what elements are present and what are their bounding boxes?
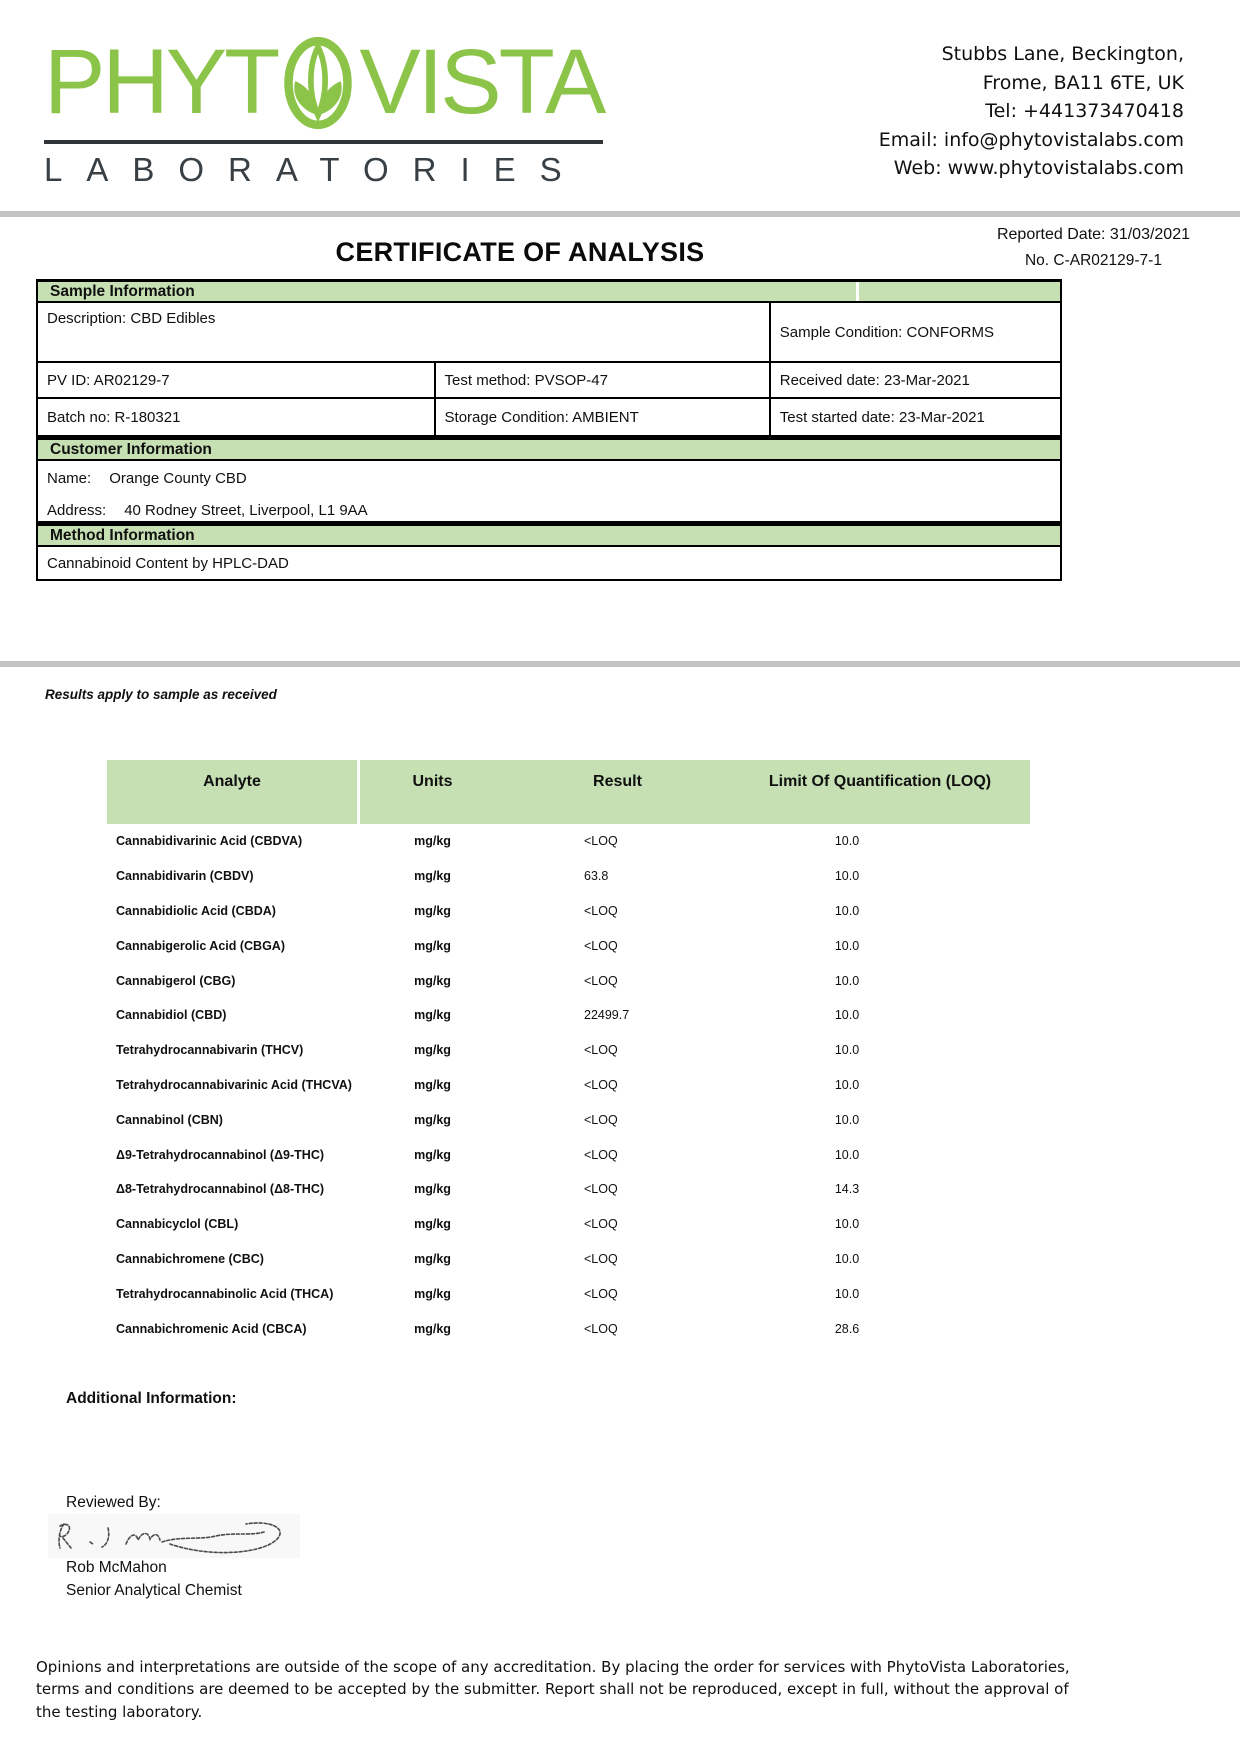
result-cell: <LOQ [584,1077,618,1092]
contact-address-line: Stubbs Lane, Beckington, [941,43,1184,65]
storage-condition-cell: Storage Condition: AMBIENT [436,399,771,435]
customer-address-line [47,502,1060,519]
result-cell: <LOQ [584,1217,618,1232]
report-meta [997,222,1190,274]
phytovista-logo [44,31,604,189]
loq-cell: 10.0 [834,869,860,884]
loq-cell: 10.0 [834,1251,860,1266]
result-cell: <LOQ [584,1043,618,1058]
result-cell: <LOQ [584,938,618,953]
address-label: Address: [47,502,107,519]
section-title: Customer Information [50,440,212,458]
pv-id-cell: PV ID: AR02129-7 [38,363,436,397]
analyte-cell: Cannabicyclol (CBL) [116,1217,239,1232]
description-cell: Description: CBD Edibles [38,303,771,361]
customer-information-header [38,440,1060,461]
table-row [107,1068,1030,1103]
table-row [107,963,1030,998]
section-title: Method Information [50,526,195,544]
table-row [107,859,1030,894]
units-cell: mg/kg [414,869,451,884]
disclaimer-line: the testing laboratory. [36,1702,203,1721]
sample-information-header [38,282,1060,303]
units-cell: mg/kg [414,1321,451,1336]
info-sections [36,279,1062,581]
analyte-cell: Cannabichromenic Acid (CBCA) [116,1321,307,1336]
customer-name-line [47,470,1060,487]
customer-details [38,461,1060,521]
result-cell: <LOQ [584,1182,618,1197]
units-cell: mg/kg [414,1008,451,1023]
units-cell: mg/kg [414,1286,451,1301]
method-information-header [38,526,1060,547]
loq-cell: 10.0 [834,903,860,918]
result-cell: <LOQ [584,973,618,988]
table-row [107,1242,1030,1277]
result-cell: <LOQ [584,1112,618,1127]
analyte-cell: Tetrahydrocannabinolic Acid (THCA) [116,1286,334,1301]
table-row [107,1172,1030,1207]
result-cell: 63.8 [584,869,609,884]
contact-phone: Tel: +441373470418 [985,100,1184,122]
units-cell: mg/kg [414,1043,451,1058]
table-row [107,1102,1030,1137]
divider-rule [0,661,1240,667]
received-date-cell: Received date: 23-Mar-2021 [779,371,970,389]
loq-cell: 10.0 [834,834,860,849]
sample-information-section [36,279,1062,437]
batch-no-cell: Batch no: R-180321 [38,399,436,435]
loq-cell: 10.0 [834,1147,860,1162]
analyte-cell: Cannabigerol (CBG) [116,973,236,988]
title-band [0,217,1240,279]
sample-row-batch [38,399,1060,435]
reported-date: Reported Date: 31/03/2021 [996,226,1190,243]
analyte-cell: Cannabidiol (CBD) [116,1008,227,1023]
page-header [0,0,1240,189]
analyte-cell: Cannabidivarin (CBDV) [116,869,254,884]
logo-text-after: VISTA [359,31,604,134]
method-information-section [36,523,1062,581]
report-number: No. C-AR02129-7-1 [1024,252,1162,270]
loq-cell: 10.0 [834,1112,860,1127]
signature-image [48,1514,300,1558]
analyte-cell: Cannabidiolic Acid (CBDA) [116,903,276,918]
result-cell: <LOQ [584,1147,618,1162]
analyte-cell: Δ8-Tetrahydrocannabinol (Δ8-THC) [116,1182,325,1197]
sample-condition-cell: Sample Condition: CONFORMS [779,323,994,341]
result-cell: 22499.7 [584,1008,630,1023]
table-row [107,1276,1030,1311]
units-cell: mg/kg [414,903,451,918]
result-cell: <LOQ [584,1286,618,1301]
loq-cell: 14.3 [834,1182,860,1197]
result-cell: <LOQ [584,1251,618,1266]
analyte-cell: Δ9-Tetrahydrocannabinol (Δ9-THC) [116,1147,325,1162]
table-row [107,1033,1030,1068]
column-header-analyte: Analyte [107,760,360,824]
units-cell: mg/kg [414,1217,451,1232]
contact-web: Web: www.phytovistalabs.com [893,157,1184,179]
table-row [107,1207,1030,1242]
lab-contact-block [879,34,1184,189]
additional-information-label: Additional Information: [66,1389,237,1407]
units-cell: mg/kg [414,938,451,953]
reviewed-by-label: Reviewed By: [66,1493,161,1511]
table-row [107,894,1030,929]
result-cell: <LOQ [584,834,618,849]
results-table-header [107,760,1030,824]
leaf-icon [280,34,356,132]
footer-disclaimer [36,1656,1204,1724]
sample-row-description [38,303,1060,363]
result-cell: <LOQ [584,1321,618,1336]
units-cell: mg/kg [414,1182,451,1197]
name-label: Name: [47,470,92,487]
analyte-cell: Tetrahydrocannabivarin (THCV) [116,1043,304,1058]
reviewer-title: Senior Analytical Chemist [66,1581,242,1599]
contact-email: Email: info@phytovistalabs.com [878,128,1184,151]
disclaimer-line: terms and conditions are deemed to be accepted by the submitter. Report shall not be reproduced, except in full, without the approval of [36,1680,1069,1699]
analyte-cell: Cannabigerolic Acid (CBGA) [116,938,285,953]
table-row [107,998,1030,1033]
units-cell: mg/kg [414,1251,451,1266]
logo-subtitle: LABORATORIES [44,151,586,188]
loq-cell: 10.0 [834,973,860,988]
disclaimer-line: Opinions and interpretations are outside of the scope of any accreditation. By placing the order for services with PhytoVista Laboratories, [36,1657,1070,1676]
method-cell: Cannabinoid Content by HPLC-DAD [47,554,289,572]
header-cell-gap [856,282,859,301]
analyte-cell: Cannabichromene (CBC) [116,1251,264,1266]
units-cell: mg/kg [414,973,451,988]
results-table [107,760,1030,1346]
loq-cell: 10.0 [834,1217,860,1232]
results-table-rows [107,824,1030,1346]
table-row [107,824,1030,859]
page-title: CERTIFICATE OF ANALYSIS [335,237,705,267]
table-row [107,1311,1030,1346]
loq-cell: 10.0 [834,1008,860,1023]
loq-cell: 10.0 [834,938,860,953]
test-started-cell: Test started date: 23-Mar-2021 [779,408,985,426]
result-cell: <LOQ [584,903,618,918]
units-cell: mg/kg [414,1077,451,1092]
results-note: Results apply to sample as received [45,687,277,702]
analyte-cell: Cannabidivarinic Acid (CBDVA) [116,834,303,849]
analyte-cell: Cannabinol (CBN) [116,1112,223,1127]
units-cell: mg/kg [414,834,451,849]
units-cell: mg/kg [414,1112,451,1127]
table-row [107,1137,1030,1172]
logo-wordmark [44,31,604,134]
logo-text-before: PHYT [44,31,278,134]
sample-row-ids [38,363,1060,399]
column-header-result: Result [593,773,642,790]
section-title: Sample Information [50,282,195,300]
loq-cell: 10.0 [834,1043,860,1058]
test-method-cell: Test method: PVSOP-47 [436,363,771,397]
contact-address-line: Frome, BA11 6TE, UK [982,71,1184,94]
logo-divider [44,140,603,144]
customer-name: Orange County CBD [109,470,247,487]
units-cell: mg/kg [414,1147,451,1162]
loq-cell: 10.0 [834,1286,860,1301]
customer-information-section [36,437,1062,523]
loq-cell: 10.0 [834,1077,860,1092]
reviewer-name: Rob McMahon [66,1558,167,1576]
column-header-loq: Limit Of Quantification (LOQ) [768,773,992,790]
table-row [107,928,1030,963]
customer-address: 40 Rodney Street, Liverpool, L1 9AA [124,502,368,519]
column-header-units: Units [412,773,453,790]
analyte-cell: Tetrahydrocannabivarinic Acid (THCVA) [116,1077,352,1092]
loq-cell: 28.6 [834,1321,860,1336]
